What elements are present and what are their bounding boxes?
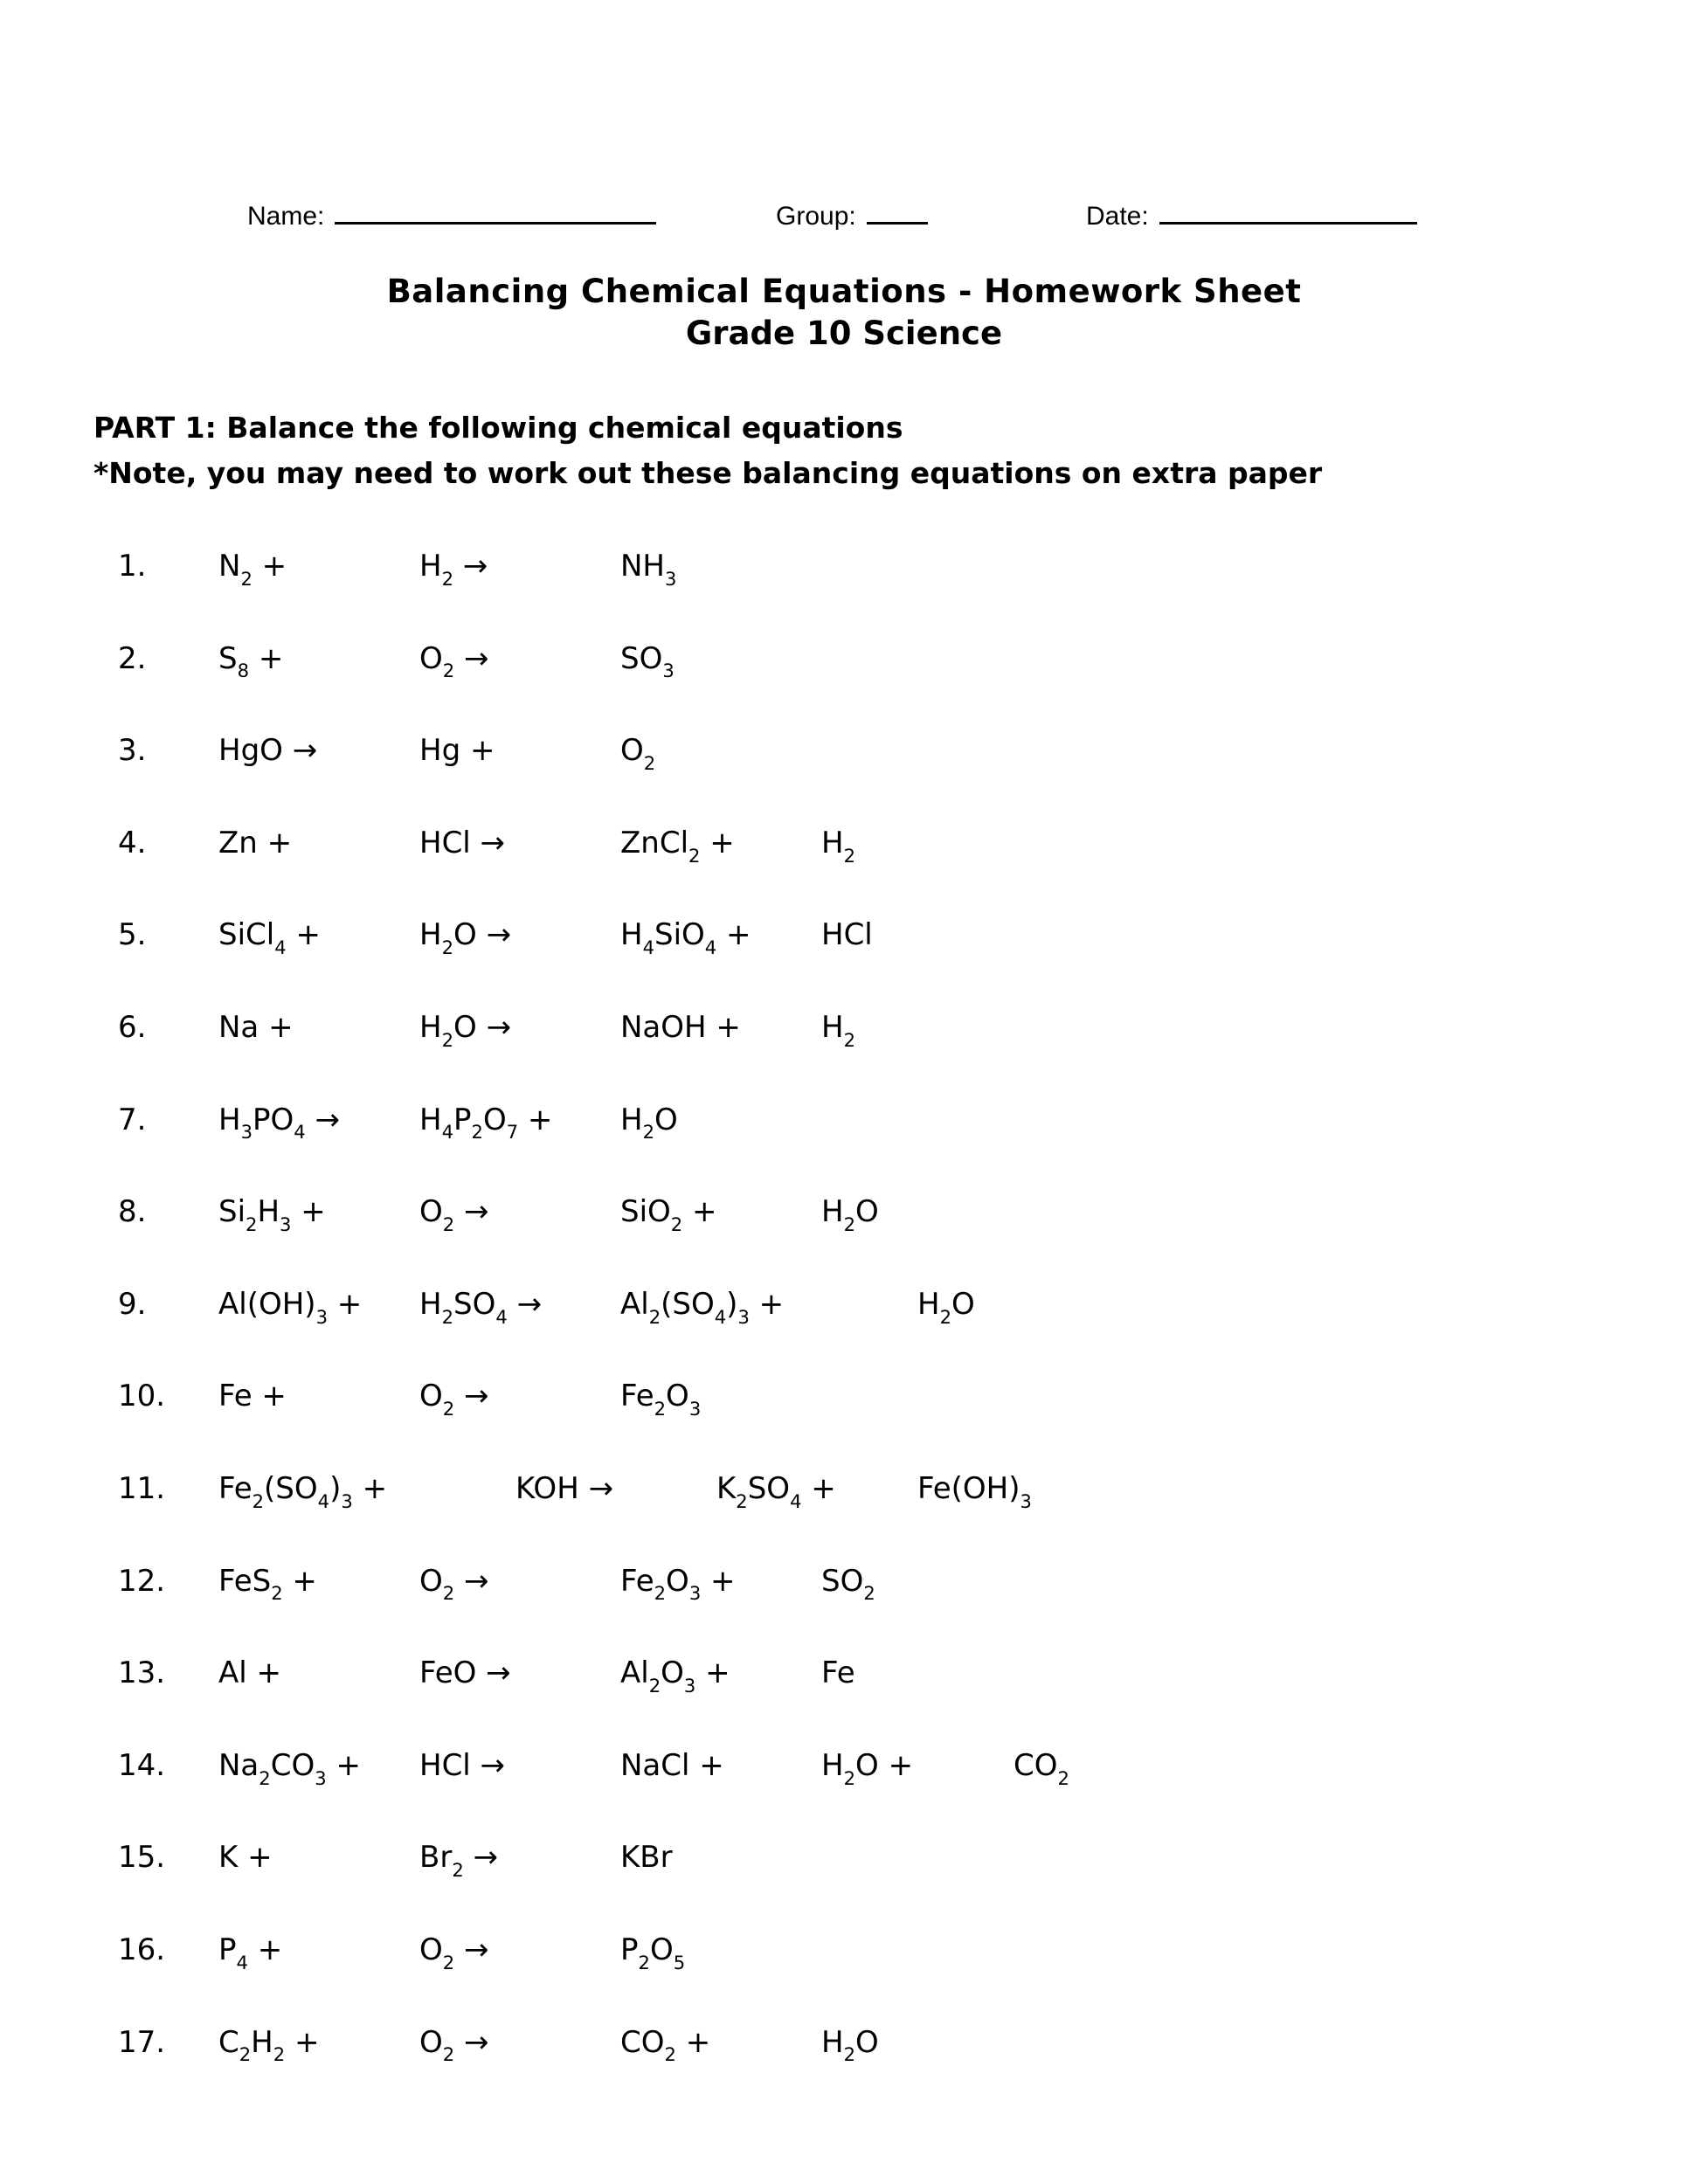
equation-term: $Fe(OH)_3$	[917, 1471, 1032, 1512]
equation-term: $SO_3$	[620, 640, 675, 682]
equation-term: Hg +	[419, 733, 495, 769]
equation-term: FeO →	[419, 1655, 511, 1691]
equation-number: 2.	[118, 640, 147, 676]
equation-term: $O_2$ →	[419, 1932, 489, 1973]
equation-term: SiCl$_4$ +	[218, 917, 321, 959]
equation-row	[0, 1010, 1688, 1054]
equation-term: $Al_2(SO_4)_3$ +	[620, 1286, 785, 1328]
equation-term: Zn +	[218, 825, 293, 860]
equation-term: $N_2$ +	[218, 549, 287, 590]
equation-number: 8.	[118, 1194, 147, 1230]
equation-term: NaCl +	[620, 1747, 724, 1783]
equation-term: $O_2$ →	[419, 1563, 489, 1605]
equation-term: $H_2O$	[620, 1102, 678, 1144]
equation-number: 3.	[118, 733, 147, 769]
equation-term: $H_2$ →	[419, 549, 488, 590]
equation-term: $K_2SO_4$ +	[716, 1471, 836, 1512]
equation-number: 9.	[118, 1286, 147, 1322]
equation-number: 17.	[118, 2024, 166, 2060]
equation-term: $Fe_2O_3$ +	[620, 1563, 736, 1605]
equation-term: $H_3PO_4$ →	[218, 1102, 340, 1144]
worksheet-subtitle: Grade 10 Science	[685, 314, 1003, 352]
equation-number: 12.	[118, 1563, 166, 1599]
equation-term: HCl →	[419, 825, 506, 860]
equation-row	[0, 826, 1688, 869]
equation-term: $O_2$ →	[419, 640, 489, 682]
equation-number: 11.	[118, 1471, 166, 1506]
equation-number: 5.	[118, 917, 147, 953]
equation-term: $Fe_2O_3$	[620, 1379, 702, 1420]
equation-term: $Br_2$ →	[419, 1840, 499, 1882]
equation-term: $C_2H_2$ +	[218, 2024, 320, 2066]
equation-row	[0, 1471, 1688, 1515]
equation-term: Na +	[218, 1010, 294, 1045]
equation-term: $O_2$ →	[419, 1379, 489, 1420]
equation-row	[0, 1287, 1688, 1330]
equation-term: HgO →	[218, 733, 318, 769]
equation-term: $O_2$ →	[419, 1194, 489, 1235]
equation-term: HCl →	[419, 1747, 506, 1783]
note-line: *Note, you may need to work out these balancing equations on extra paper	[93, 456, 1323, 490]
equation-term: KBr	[620, 1840, 673, 1876]
equation-term: $H_2O$ +	[821, 1747, 914, 1789]
equation-term: ZnCl$_2$ +	[620, 825, 735, 867]
equation-term: $Fe_2(SO_4)_3$ +	[218, 1471, 388, 1512]
equation-term: $H_2O$	[821, 2024, 879, 2066]
equation-term: K +	[218, 1840, 273, 1876]
equation-row	[0, 1840, 1688, 1883]
equation-term: KOH →	[515, 1471, 614, 1506]
equation-row	[0, 1655, 1688, 1699]
equation-term: $Al_2O_3$ +	[620, 1655, 730, 1697]
part1-heading: PART 1: Balance the following chemical equations	[93, 411, 903, 445]
equation-term: $Si_2H_3$ +	[218, 1194, 326, 1235]
equation-term: $NH_3$	[620, 549, 677, 590]
equation-term: $O_2$ →	[419, 2024, 489, 2066]
equation-term: $S_8$ +	[218, 640, 284, 682]
group-label: Group:	[776, 202, 856, 231]
equation-term: HCl	[821, 917, 873, 953]
worksheet-title: Balancing Chemical Equations - Homework Sheet	[386, 273, 1302, 310]
equation-term: $H_2$	[821, 1010, 855, 1051]
equation-term: Fe	[821, 1655, 855, 1691]
equation-term: Al +	[218, 1655, 282, 1691]
equation-term: FeS$_2$ +	[218, 1563, 317, 1605]
equation-row	[0, 641, 1688, 685]
equation-term: $Al(OH)_3$ +	[218, 1286, 363, 1328]
equation-number: 1.	[118, 549, 147, 584]
equation-term: $H_2O$	[821, 1194, 879, 1235]
equation-term: $H_2O$ →	[419, 1010, 512, 1051]
equation-term: $SO_2$	[821, 1563, 875, 1605]
equation-number: 15.	[118, 1840, 166, 1876]
equation-term: $H_2O$	[917, 1286, 975, 1328]
equation-term: $H_2O$ →	[419, 917, 512, 959]
equation-row	[0, 1564, 1688, 1607]
equation-row	[0, 2025, 1688, 2069]
equation-term: $Na_2CO_3$ +	[218, 1747, 361, 1789]
equation-row	[0, 1194, 1688, 1238]
equation-row	[0, 1748, 1688, 1792]
equation-row	[0, 549, 1688, 592]
equation-term: $H_4P_2O_7$ +	[419, 1102, 553, 1144]
equation-number: 13.	[118, 1655, 166, 1691]
equation-term: NaOH +	[620, 1010, 741, 1045]
equation-number: 4.	[118, 825, 147, 860]
equation-number: 6.	[118, 1010, 147, 1045]
equation-number: 14.	[118, 1747, 166, 1783]
equation-term: Fe +	[218, 1379, 287, 1414]
equation-term: $CO_2$ +	[620, 2024, 711, 2066]
date-label: Date:	[1086, 202, 1149, 231]
equation-number: 7.	[118, 1102, 147, 1137]
equation-row	[0, 1102, 1688, 1146]
equation-number: 10.	[118, 1379, 166, 1414]
equation-number: 16.	[118, 1932, 166, 1967]
equation-term: SiO$_2$ +	[620, 1194, 717, 1235]
name-label: Name:	[247, 202, 325, 231]
equation-term: $O_2$	[620, 733, 656, 774]
equation-term: $H_2SO_4$ →	[419, 1286, 543, 1328]
equation-term: $H_4SiO_4$ +	[620, 917, 751, 959]
equation-term: $CO_2$	[1013, 1747, 1069, 1789]
equation-row	[0, 733, 1688, 777]
equation-row	[0, 1379, 1688, 1422]
equation-term: $H_2$	[821, 825, 855, 867]
equation-term: $P_4$ +	[218, 1932, 283, 1973]
equation-term: $P_2O_5$	[620, 1932, 686, 1973]
equation-row	[0, 1932, 1688, 1976]
equation-row	[0, 917, 1688, 961]
